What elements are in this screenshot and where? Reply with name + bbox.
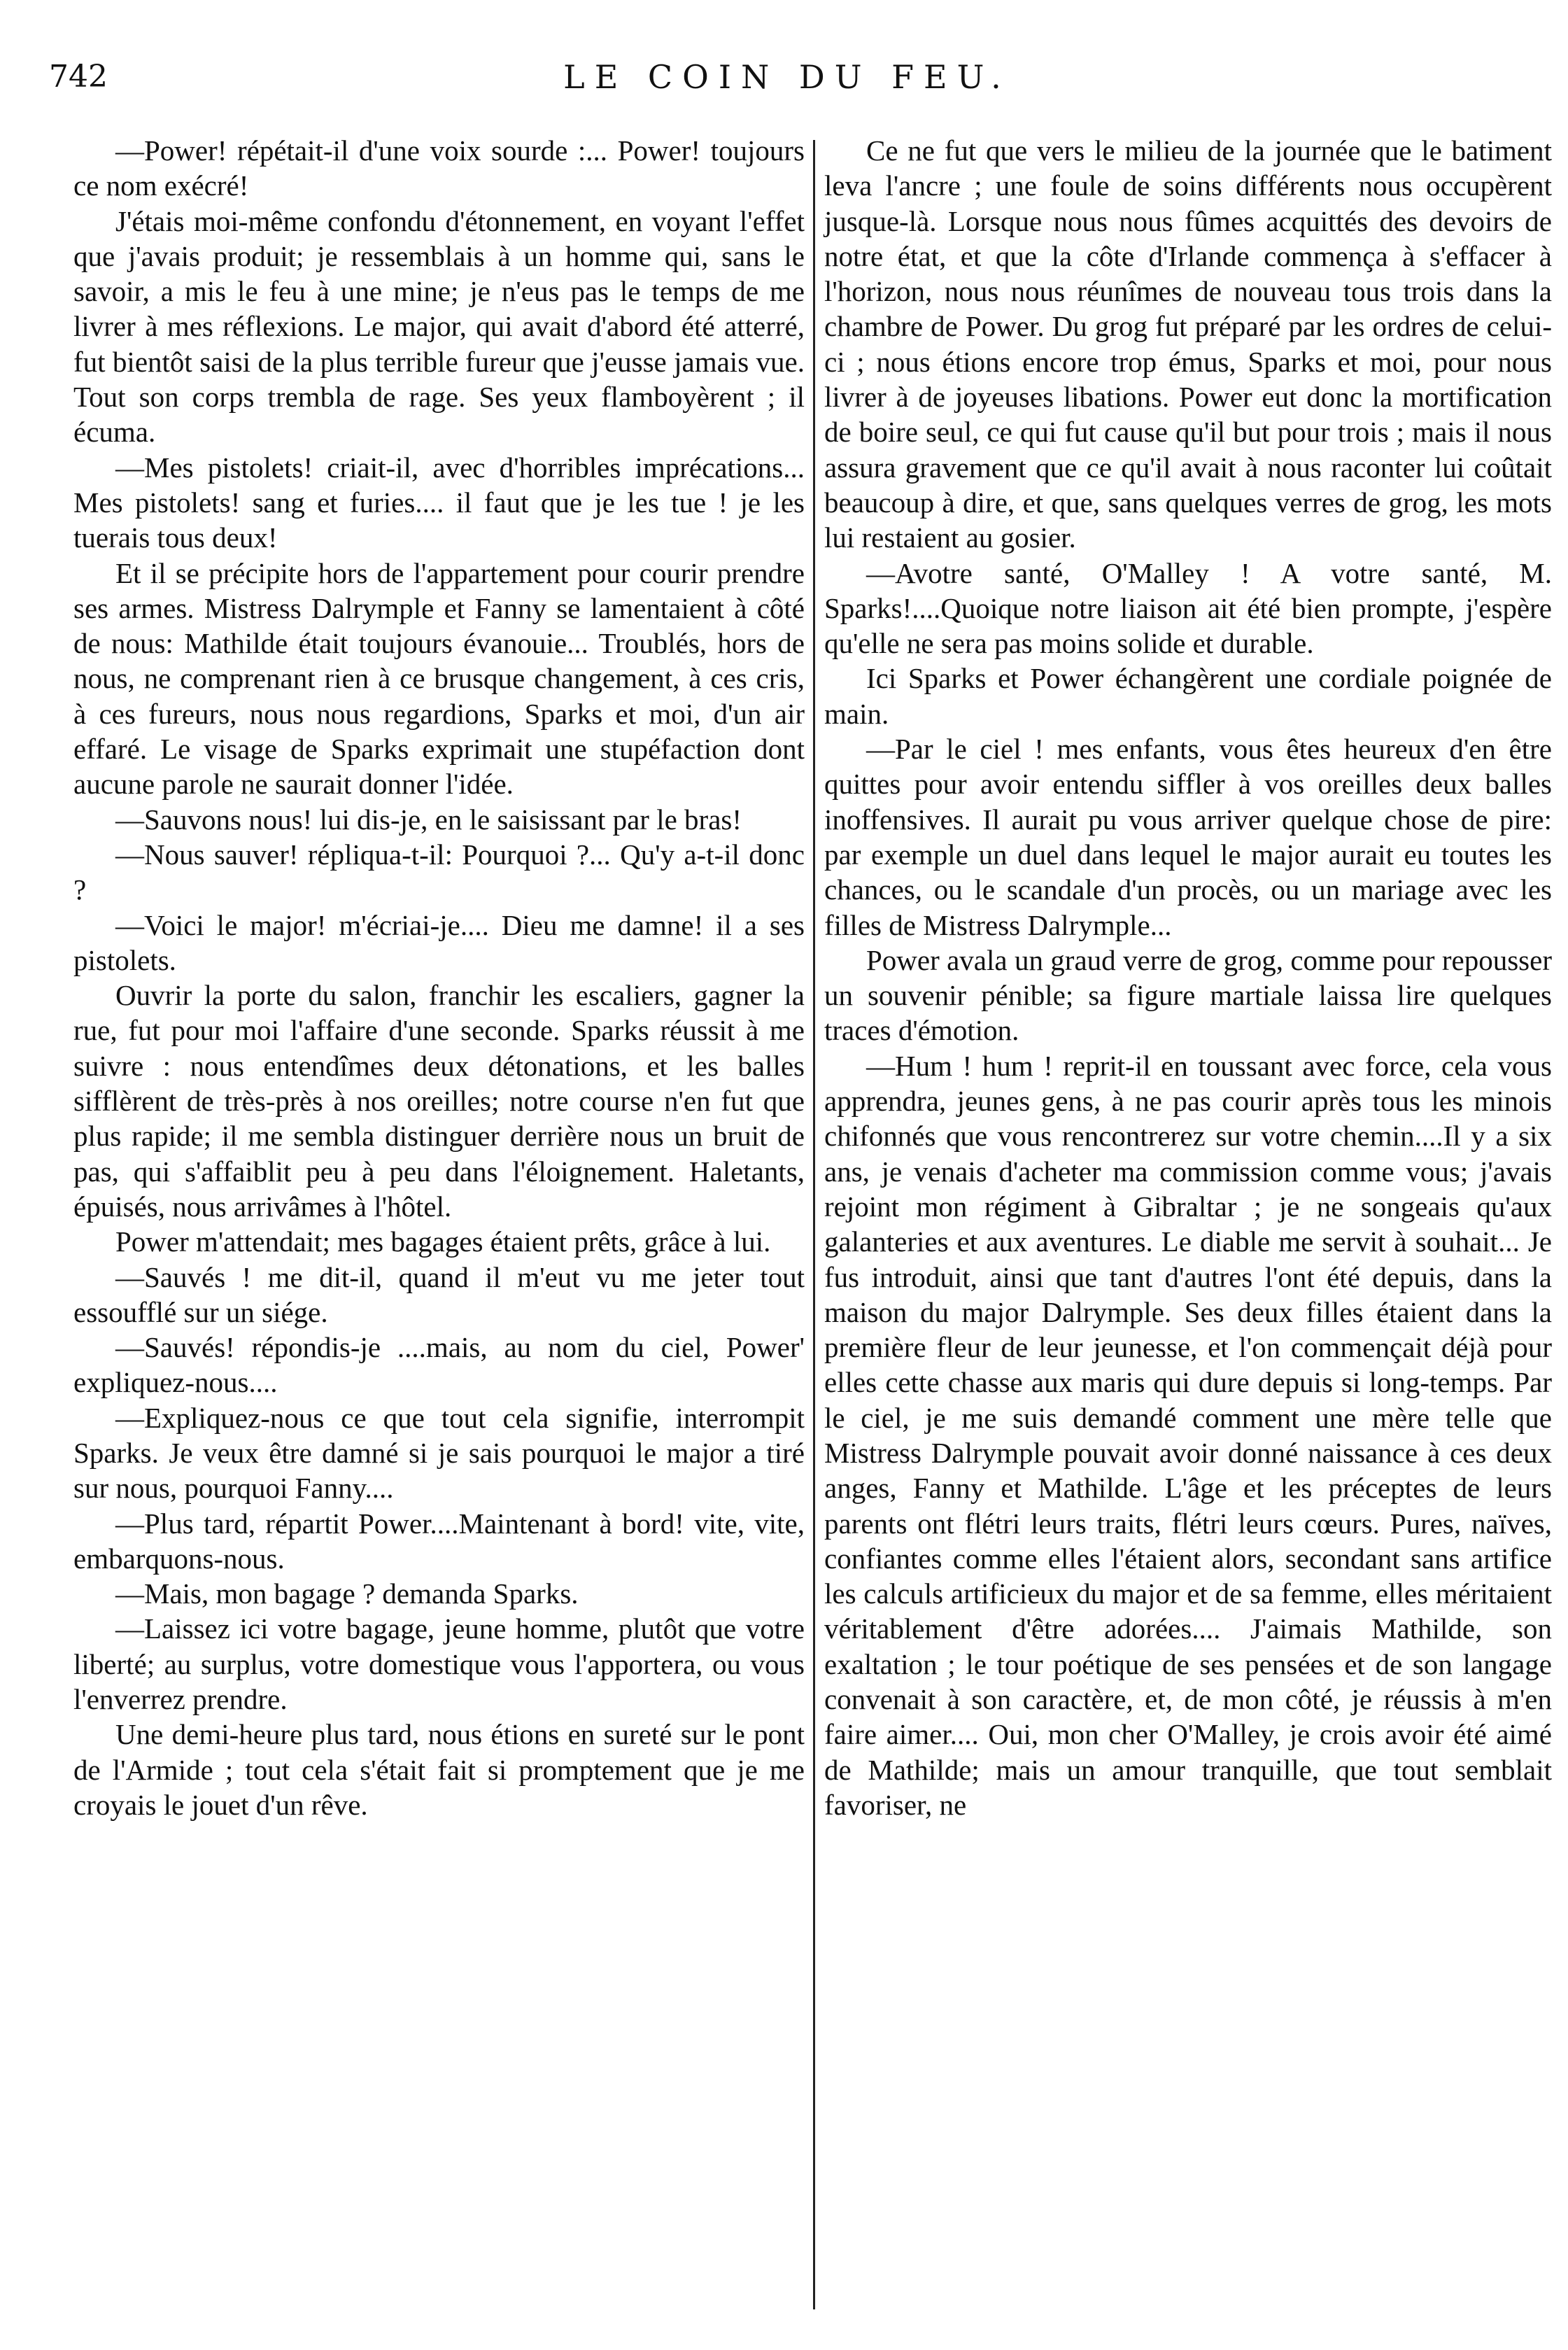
paragraph: Et il se précipite hors de l'appartement pour courir prendre ses armes. Mistress Dalrymple et Fanny se lamentaient à côté de nous: Mathilde était toujours évanouie... Troublés, hors de nous, ne comprenant rien à ce brusque changement, à ces cris, à ces fureurs, nous nous regardions, Sparks et moi, d'un air effaré. Le visage de Sparks exprimait une stupéfaction dont aucune parole ne saurait donner l'idée. [73, 556, 805, 801]
paragraph: —Avotre santé, O'Malley ! A votre santé, M. Sparks!....Quoique notre liaison ait été bien prompte, j'espère qu'elle ne sera pas moins solide et durable. [824, 556, 1552, 660]
paragraph: —Par le ciel ! mes enfants, vous êtes heureux d'en être quittes pour avoir entendu siffler à vos oreilles deux balles inoffensives. Il aurait pu vous arriver quelque chose de pire: par exemple un duel dans lequel le major aurait eu toutes les chances, ou le scandale d'un procès, ou un mariage avec les filles de Mistress Dalrymple... [824, 733, 1552, 941]
paragraph: —Mes pistolets! criait-il, avec d'horribles imprécations... Mes pistolets! sang et furies.... il faut que je les tue ! je les tuerais tous deux! [73, 451, 805, 554]
paragraph: —Sauvés ! me dit-il, quand il m'eut vu me jeter tout essoufflé sur un siége. [73, 1260, 805, 1328]
paragraph: —Power! répétait-il d'une voix sourde :... Power! toujours ce nom exécré! [73, 134, 805, 202]
paragraph: Ce ne fut que vers le milieu de la journée que le batiment leva l'ancre ; une foule de soins différents nous occupèrent jusque-là. Lorsque nous nous fûmes acquittés des devoirs de notre état, et que la côte d'Irlande commença à s'effacer à l'horizon, nous nous réunîmes de nouveau tous trois dans la chambre de Power. Du grog fut préparé par les ordres de celui-ci ; nous étions encore trop émus, Sparks et moi, pour nous livrer à de joyeuses libations. Power eut donc la mortification de boire seul, ce qui fut cause qu'il but pour trois ; mais il nous assura gravement que ce qu'il avait à nous raconter lui coûtait beaucoup à dire, et que, sans quelques verres de grog, les mots lui restaient au gosier. [824, 134, 1552, 554]
paragraph: —Plus tard, répartit Power....Maintenant à bord! vite, vite, embarquons-nous. [73, 1507, 805, 1575]
running-title: LE COIN DU FEU. [563, 58, 1011, 96]
paragraph: —Mais, mon bagage ? demanda Sparks. [115, 1577, 579, 1610]
paragraph: Ici Sparks et Power échangèrent une cordiale poignée de main. [824, 662, 1552, 730]
paragraph: —Sauvons nous! lui dis-je, en le saisissant par le bras! [115, 803, 742, 836]
paragraph: Power m'attendait; mes bagages étaient prêts, grâce à lui. [115, 1225, 771, 1258]
paragraph: —Nous sauver! répliqua-t-il: Pourquoi ?... Qu'y a-t-il donc ? [73, 838, 805, 906]
page-header [49, 56, 1525, 112]
column-divider [813, 140, 815, 2309]
paragraph: —Hum ! hum ! reprit-il en toussant avec force, cela vous apprendra, jeunes gens, à ne pas courir après tous les minois chifonnés que vous rencontrerez sur votre chemin....Il y a six ans, je venais d'acheter ma commission comme vous; j'avais rejoint mon régiment à Gibraltar ; je ne songeais qu'aux galanteries et aux aventures. Le diable me servit à souhait... Je fus introduit, ainsi que tant d'autres l'ont été depuis, dans la maison du major Dalrymple. Ses deux filles étaient dans la première fleur de leur jeunesse, et l'on commençait déjà pour elles cette chasse aux maris qui dure depuis si long-temps. Par le ciel, je me suis demandé comment une mère telle que Mistress Dalrymple pouvait avoir donné naissance à ces deux anges, Fanny et Mathilde. L'âge et les préceptes de leurs parents ont flétri leurs traits, flétri leurs cœurs. Pures, naïves, confiantes comme elles l'étaient alors, secondant sans artifice les calculs artificieux du major et de sa femme, elles méritaient véritablement d'être adorées.... J'aimais Mathilde, son exaltation ; le tour poétique de ses pensées et de son langage convenait à son caractère, et, de mon côté, je réussis à m'en faire aimer.... Oui, mon cher O'Malley, je crois avoir été aimé de Mathilde; mais un amour tranquille, que tout semblait favoriser, ne [824, 1049, 1552, 1821]
paragraph: —Sauvés! répondis-je ....mais, au nom du ciel, Power' expliquez-nous.... [73, 1331, 805, 1399]
paragraph: J'étais moi-même confondu d'étonnement, en voyant l'effet que j'avais produit; je ressemblais à un homme qui, sans le savoir, a mis le feu à une mine; je n'eus pas le temps de me livrer à mes réflexions. Le major, qui avait d'abord été atterré, fut bientôt saisi de la plus terrible fureur que j'eusse jamais vue. Tout son corps trembla de rage. Ses yeux flamboyèrent ; il écuma. [73, 204, 805, 449]
paragraph: —Voici le major! m'écriai-je.... Dieu me damne! il a ses pistolets. [73, 908, 805, 976]
right-column [824, 133, 1552, 1822]
left-column [73, 133, 805, 1822]
paragraph: Power avala un graud verre de grog, comme pour repousser un souvenir pénible; sa figure martiale laissa lire quelques traces d'émotion. [824, 943, 1552, 1047]
paragraph: Une demi-heure plus tard, nous étions en sureté sur le pont de l'Armide ; tout cela s'était fait si promptement que je me croyais le jouet d'un rêve. [73, 1718, 805, 1821]
paragraph: —Expliquez-nous ce que tout cela signifie, interrompit Sparks. Je veux être damné si je sais pourquoi le major a tiré sur nous, pourquoi Fanny.... [73, 1401, 805, 1505]
page-number: 742 [49, 59, 108, 94]
paragraph: Ouvrir la porte du salon, franchir les escaliers, gagner la rue, fut pour moi l'affaire d'une seconde. Sparks réussit à me suivre : nous entendîmes deux détonations, et les balles sifflèrent de très-près à nos oreilles; notre course n'en fut que plus rapide; il me sembla distinguer derrière nous un bruit de pas, qui s'affaiblit peu à peu dans l'éloignement. Haletants, épuisés, nous arrivâmes à l'hôtel. [73, 979, 805, 1223]
paragraph: —Laissez ici votre bagage, jeune homme, plutôt que votre liberté; au surplus, votre domestique vous l'apportera, ou vous l'enverrez prendre. [73, 1612, 805, 1716]
